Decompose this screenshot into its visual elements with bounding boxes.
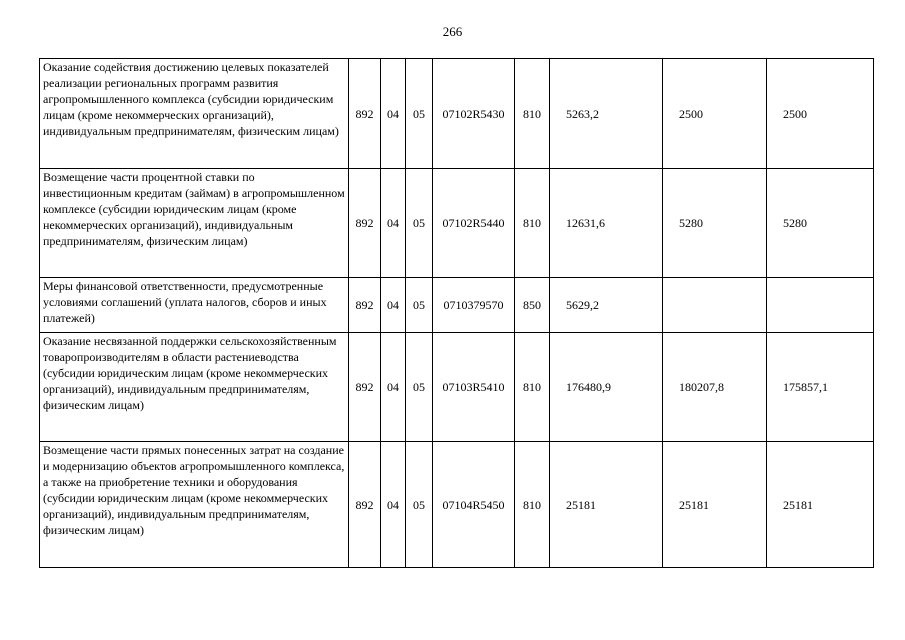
target-article-code: 07102R5440 bbox=[433, 169, 515, 278]
section-code: 04 bbox=[381, 278, 406, 333]
table-row bbox=[40, 278, 874, 333]
row-description: Меры финансовой ответственности, предусмотренные условиями соглашений (уплата налогов, сборов и иных платежей) bbox=[40, 278, 349, 333]
row-description: Оказание содействия достижению целевых показателей реализации региональных программ развития агропромышленного комплекса (субсидии юридическим лицам (кроме некоммерческих организаций), индивидуальным предпринимателям, физическим лицам) bbox=[40, 59, 349, 169]
budget-table bbox=[39, 58, 874, 568]
table-row bbox=[40, 333, 874, 442]
amount-year-2: 5280 bbox=[663, 169, 767, 278]
section-code: 04 bbox=[381, 442, 406, 568]
amount-year-1: 25181 bbox=[550, 442, 663, 568]
expense-type-code: 810 bbox=[515, 333, 550, 442]
amount-year-1: 176480,9 bbox=[550, 333, 663, 442]
subsection-code: 05 bbox=[406, 278, 433, 333]
ministry-code: 892 bbox=[349, 278, 381, 333]
subsection-code: 05 bbox=[406, 442, 433, 568]
ministry-code: 892 bbox=[349, 59, 381, 169]
expense-type-code: 810 bbox=[515, 169, 550, 278]
amount-year-3: 175857,1 bbox=[767, 333, 874, 442]
page-number: 266 bbox=[442, 24, 463, 39]
ministry-code: 892 bbox=[349, 442, 381, 568]
amount-year-2: 2500 bbox=[663, 59, 767, 169]
row-description: Оказание несвязанной поддержки сельскохозяйственным товаропроизводителям в области растениеводства (субсидии юридическим лицам (кроме некоммерческих организаций), индивидуальным предпринимателям, физическим лицам) bbox=[40, 333, 349, 442]
row-description: Возмещение части прямых понесенных затрат на создание и модернизацию объектов агропромышленного комплекса, а также на приобретение техники и оборудования (субсидии юридическим лицам (кроме некоммерческих организаций), индивидуальным предпринимателям, физическим лицам) bbox=[40, 442, 349, 568]
amount-year-1: 5263,2 bbox=[550, 59, 663, 169]
amount-year-1: 5629,2 bbox=[550, 278, 663, 333]
amount-year-2: 25181 bbox=[663, 442, 767, 568]
subsection-code: 05 bbox=[406, 169, 433, 278]
section-code: 04 bbox=[381, 333, 406, 442]
target-article-code: 07104R5450 bbox=[433, 442, 515, 568]
row-description: Возмещение части процентной ставки по инвестиционным кредитам (займам) в агропромышленном комплексе (субсидии юридическим лицам (кроме некоммерческих организаций), индивидуальным предпринимателям, физическим лицам) bbox=[40, 169, 349, 278]
ministry-code: 892 bbox=[349, 169, 381, 278]
amount-year-3: 25181 bbox=[767, 442, 874, 568]
table-row bbox=[40, 59, 874, 169]
amount-year-3: 2500 bbox=[767, 59, 874, 169]
amount-year-3: 5280 bbox=[767, 169, 874, 278]
section-code: 04 bbox=[381, 169, 406, 278]
expense-type-code: 810 bbox=[515, 59, 550, 169]
amount-year-2: 180207,8 bbox=[663, 333, 767, 442]
table-row bbox=[40, 442, 874, 568]
ministry-code: 892 bbox=[349, 333, 381, 442]
target-article-code: 07102R5430 bbox=[433, 59, 515, 169]
amount-year-2 bbox=[663, 278, 767, 333]
subsection-code: 05 bbox=[406, 333, 433, 442]
amount-year-1: 12631,6 bbox=[550, 169, 663, 278]
table-row bbox=[40, 169, 874, 278]
target-article-code: 0710379570 bbox=[433, 278, 515, 333]
expense-type-code: 810 bbox=[515, 442, 550, 568]
target-article-code: 07103R5410 bbox=[433, 333, 515, 442]
amount-year-3 bbox=[767, 278, 874, 333]
expense-type-code: 850 bbox=[515, 278, 550, 333]
section-code: 04 bbox=[381, 59, 406, 169]
subsection-code: 05 bbox=[406, 59, 433, 169]
